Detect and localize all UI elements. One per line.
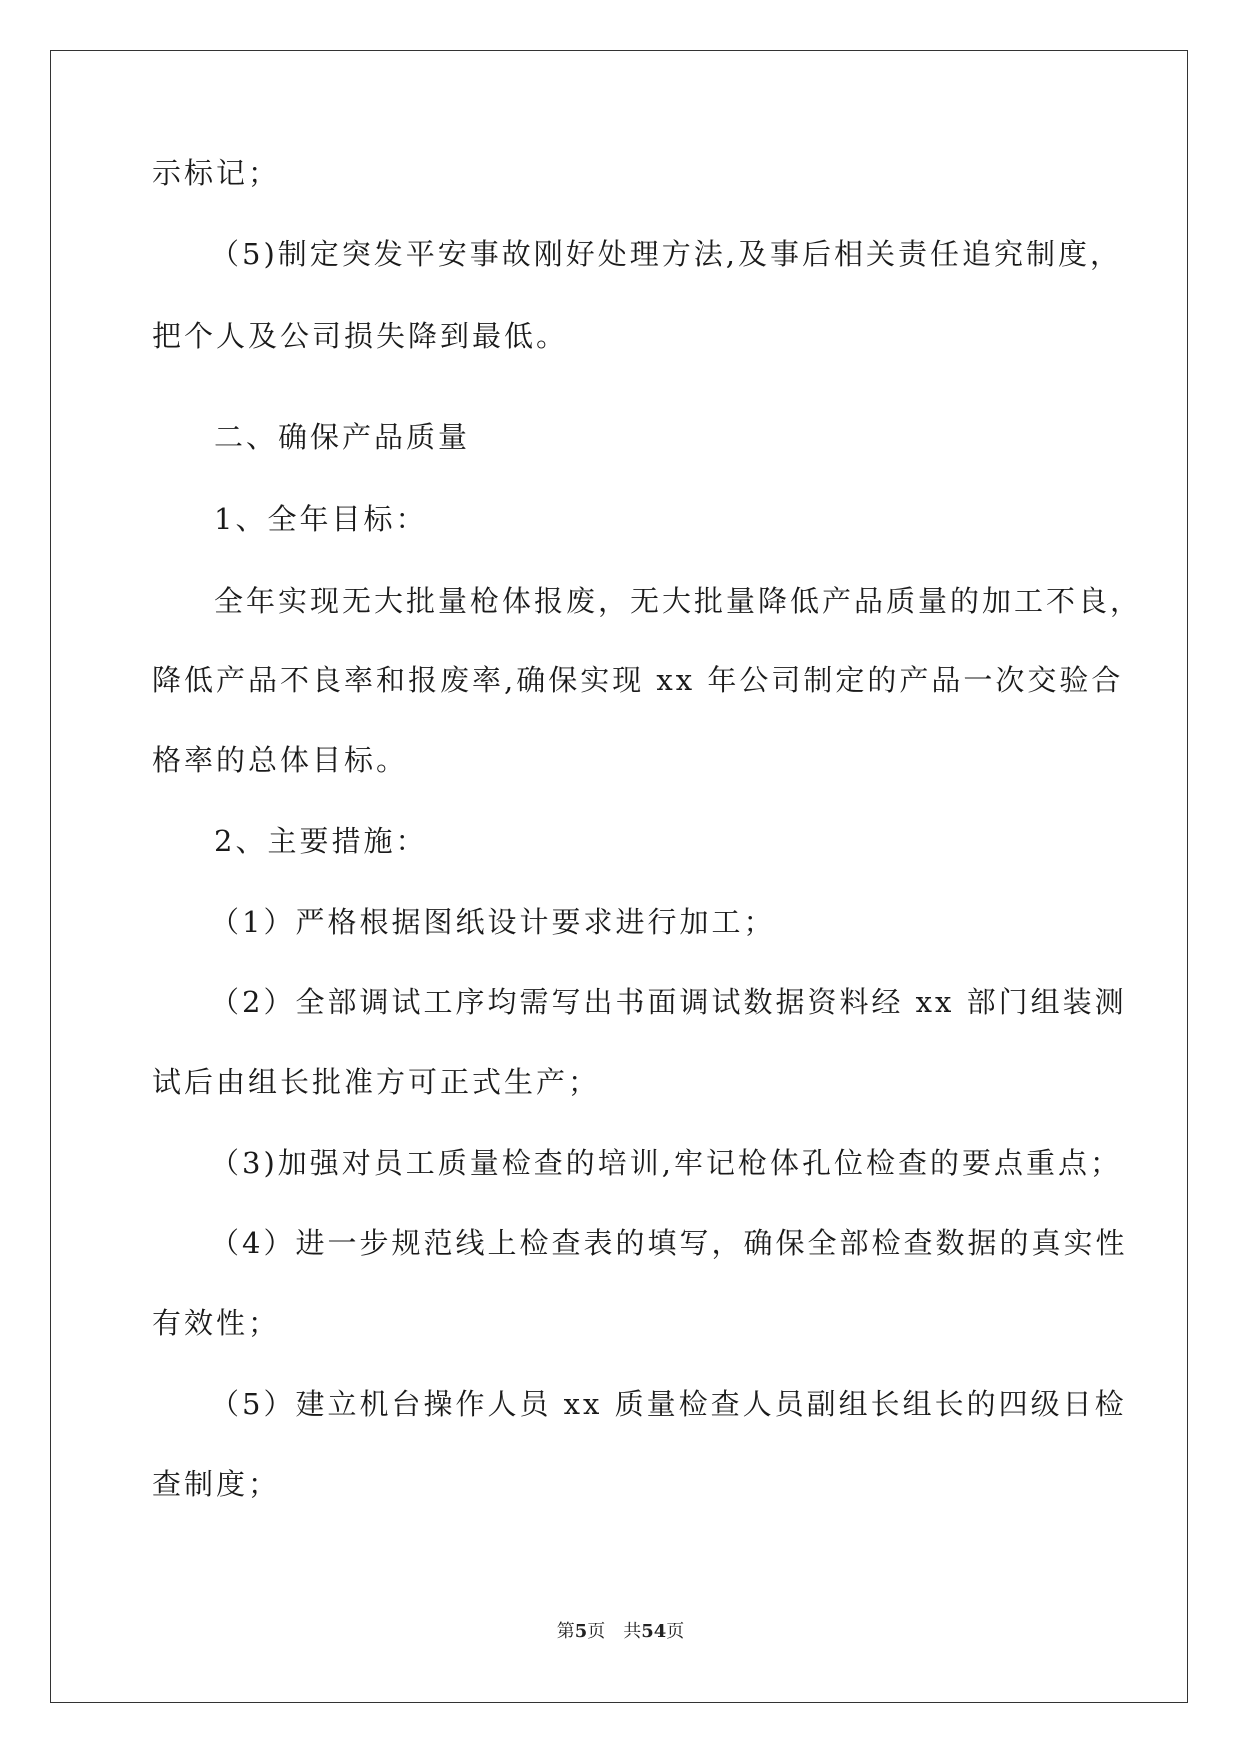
list-item: （5）建立机台操作人员 xx 质量检查人员副组长组长的四级日检 xyxy=(210,1387,1127,1421)
text-line: 把个人及公司损失降到最低。 xyxy=(152,319,569,353)
text-line: 试后由组长批准方可正式生产； xyxy=(152,1065,601,1099)
subsection-heading: 1、全年目标： xyxy=(214,502,428,536)
text-line: 示标记； xyxy=(152,156,281,190)
list-item: （3)加强对员工质量检查的培训,牢记枪体孔位检查的要点重点； xyxy=(210,1146,1122,1180)
section-heading: 二、确保产品质量 xyxy=(214,420,471,454)
page-border xyxy=(50,50,1188,1703)
page-number: 5 xyxy=(574,1621,588,1642)
footer-total-unit: 页 xyxy=(666,1621,685,1642)
text-line: 有效性； xyxy=(152,1306,281,1340)
list-item: （1）严格根据图纸设计要求进行加工； xyxy=(210,905,776,939)
page-footer xyxy=(0,1621,1241,1643)
footer-total-prefix: 共 xyxy=(623,1621,642,1642)
total-pages: 54 xyxy=(641,1621,667,1642)
text-line: （5)制定突发平安事故刚好处理方法,及事后相关责任追究制度， xyxy=(210,237,1122,271)
text-line: 查制度； xyxy=(152,1467,281,1501)
footer-page-unit: 页 xyxy=(587,1621,606,1642)
subsection-heading: 2、主要措施： xyxy=(214,824,428,858)
text-line: 格率的总体目标。 xyxy=(152,743,409,777)
text-line: 全年实现无大批量枪体报废，无大批量降低产品质量的加工不良， xyxy=(214,584,1143,618)
list-item: （2）全部调试工序均需写出书面调试数据资料经 xx 部门组装测 xyxy=(210,985,1127,1019)
text-line: 降低产品不良率和报废率,确保实现 xx 年公司制定的产品一次交验合 xyxy=(152,663,1124,697)
list-item: （4）进一步规范线上检查表的填写，确保全部检查数据的真实性 xyxy=(210,1226,1128,1260)
footer-prefix: 第 xyxy=(556,1621,575,1642)
